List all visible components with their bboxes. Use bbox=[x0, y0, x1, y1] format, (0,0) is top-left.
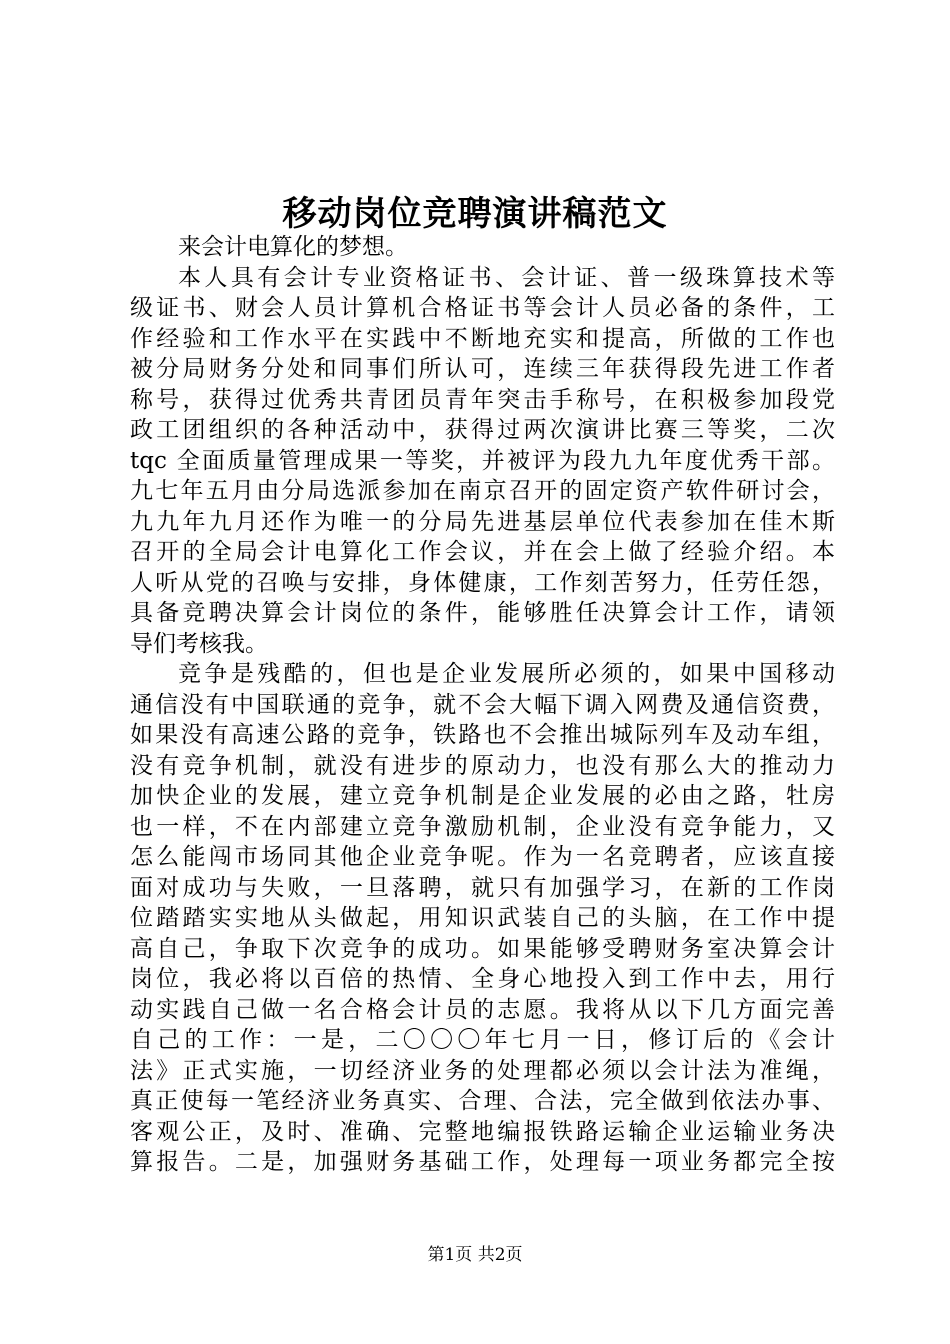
text-line: 岗位，我必将以百倍的热情、全身心地投入到工作中去，用行 bbox=[130, 966, 835, 992]
text-line: 没有竞争机制，就没有进步的原动力，也没有那么大的推动力 bbox=[130, 752, 835, 779]
text-line: 法》正式实施，一切经济业务的处理都必须以会计法为准绳， bbox=[130, 1057, 835, 1084]
text-line: 怎么能闯市场同其他企业竞争呢。作为一名竞聘者，应该直接 bbox=[130, 844, 835, 870]
text-line: 来会计电算化的梦想。 bbox=[178, 234, 408, 260]
text-line: 具备竞聘决算会计岗位的条件，能够胜任决算会计工作，请领 bbox=[130, 600, 835, 626]
text-line: 客观公正，及时、准确、完整地编报铁路运输企业运输业务决 bbox=[130, 1118, 835, 1145]
text-line: 召开的全局会计电算化工作会议，并在会上做了经验介绍。本 bbox=[130, 539, 835, 565]
text-line: 面对成功与失败，一旦落聘，就只有加强学习，在新的工作岗 bbox=[130, 874, 835, 901]
text-line: 竞争是残酷的，但也是企业发展所必须的，如果中国移动 bbox=[178, 661, 835, 687]
text-line: 高自己，争取下次竞争的成功。如果能够受聘财务室决算会计 bbox=[130, 935, 835, 962]
document-body bbox=[130, 232, 835, 1178]
text-line: 作经验和工作水平在实践中不断地充实和提高，所做的工作也 bbox=[130, 325, 835, 352]
text-line: 真正使每一笔经济业务真实、合理、合法，完全做到依法办事、 bbox=[130, 1088, 835, 1114]
text-line: 算报告。二是，加强财务基础工作，处理每一项业务都完全按 bbox=[130, 1149, 835, 1175]
text-line: 被分局财务分处和同事们所认可，连续三年获得段先进工作者 bbox=[130, 356, 835, 382]
text-line: 政工团组织的各种活动中，获得过两次演讲比赛三等奖，二次 bbox=[130, 417, 835, 443]
text-line: 自己的工作：一是，二〇〇〇年七月一日，修订后的《会计 bbox=[130, 1027, 835, 1053]
text-line: 也一样，不在内部建立竞争激励机制，企业没有竞争能力，又 bbox=[130, 813, 835, 840]
text-line: 九九年九月还作为唯一的分局先进基层单位代表参加在佳木斯 bbox=[130, 508, 835, 535]
text-line: 称号，获得过优秀共青团员青年突击手称号，在积极参加段党 bbox=[130, 386, 835, 413]
text-line: tqc 全面质量管理成果一等奖，并被评为段九九年度优秀干部。 bbox=[130, 447, 835, 474]
text-line: 动实践自己做一名合格会计员的志愿。我将从以下几方面完善 bbox=[130, 996, 835, 1023]
text-line: 级证书、财会人员计算机合格证书等会计人员必备的条件，工 bbox=[130, 295, 835, 321]
text-line: 导们考核我。 bbox=[130, 630, 268, 657]
text-line: 本人具有会计专业资格证书、会计证、普一级珠算技术等 bbox=[178, 264, 835, 291]
text-line: 通信没有中国联通的竞争，就不会大幅下调入网费及通信资费， bbox=[130, 691, 835, 718]
text-line: 人听从党的召唤与安排，身体健康，工作刻苦努力，任劳任怨， bbox=[130, 569, 835, 596]
page-footer: 第1页 共2页 bbox=[427, 1245, 523, 1265]
text-line: 位踏踏实实地从头做起，用知识武装自己的头脑，在工作中提 bbox=[130, 905, 835, 931]
text-line: 九七年五月由分局选派参加在南京召开的固定资产软件研讨会， bbox=[130, 478, 835, 504]
text-line: 如果没有高速公路的竞争，铁路也不会推出城际列车及动车组， bbox=[130, 722, 835, 748]
text-line: 加快企业的发展，建立竞争机制是企业发展的必由之路，牡房 bbox=[130, 783, 835, 809]
document-title: 移动岗位竞聘演讲稿范文 bbox=[282, 194, 668, 234]
